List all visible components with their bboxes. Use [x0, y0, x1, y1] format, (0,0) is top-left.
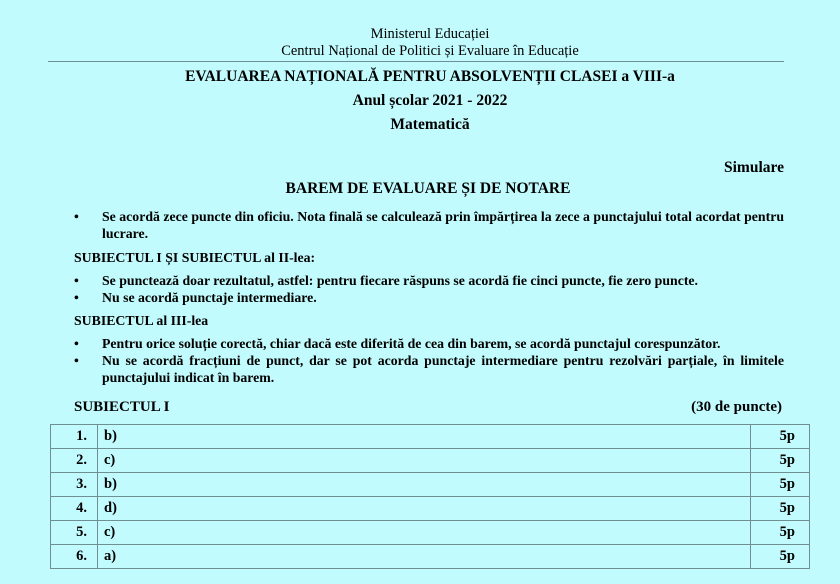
- table-row: [51, 425, 810, 449]
- item-number: 6.: [51, 545, 98, 569]
- list-item: [74, 272, 784, 289]
- bullet-icon: •: [74, 209, 79, 224]
- item-answer: c): [98, 449, 751, 473]
- bullet-icon: •: [74, 353, 79, 368]
- item-answer: b): [98, 473, 751, 497]
- section-3-label: SUBIECTUL al III-lea: [74, 313, 209, 328]
- general-rules-list: [74, 208, 784, 242]
- answers-table: [50, 424, 810, 569]
- rule-text: Se acordă zece puncte din oficiu. Nota finală se calculează prin împărțirea la zece a punctajului total acordat pentru lucrare.: [102, 209, 784, 241]
- table-row: [51, 545, 810, 569]
- subject-1-points: (30 de puncte): [691, 399, 782, 415]
- simulation-label: Simulare: [724, 159, 784, 176]
- section-1-2-rules: [74, 272, 784, 306]
- section-1-2-label: SUBIECTUL I ȘI SUBIECTUL al II-lea:: [74, 250, 316, 265]
- rule-text: Nu se acordă punctaje intermediare.: [102, 290, 317, 305]
- rule-text: Nu se acordă fracțiuni de punct, dar se pot acorda punctaje intermediare pentru rezolvări parțiale, în limitele punctajului indicat în barem.: [102, 353, 784, 385]
- list-item: [74, 289, 784, 306]
- header-divider: [48, 61, 784, 62]
- item-number: 3.: [51, 473, 98, 497]
- list-item: [74, 352, 784, 386]
- item-answer: a): [98, 545, 751, 569]
- section-3-rules: [74, 335, 784, 386]
- rule-text: Se punctează doar rezultatul, astfel: pentru fiecare răspuns se acordă fie cinci puncte, fie zero puncte.: [102, 273, 698, 288]
- ministry-name: Ministerul Educației: [370, 26, 490, 42]
- item-answer: c): [98, 521, 751, 545]
- item-number: 5.: [51, 521, 98, 545]
- item-points: 5p: [751, 521, 810, 545]
- item-number: 2.: [51, 449, 98, 473]
- list-item: [74, 208, 784, 242]
- bullet-icon: •: [74, 336, 79, 351]
- school-year: Anul școlar 2021 - 2022: [352, 92, 508, 109]
- bullet-icon: •: [74, 273, 79, 288]
- item-answer: b): [98, 425, 751, 449]
- item-number: 1.: [51, 425, 98, 449]
- bullet-icon: •: [74, 290, 79, 305]
- table-row: [51, 449, 810, 473]
- center-name: Centrul Național de Politici și Evaluare în Educație: [281, 43, 579, 59]
- table-row: [51, 521, 810, 545]
- item-points: 5p: [751, 545, 810, 569]
- item-points: 5p: [751, 473, 810, 497]
- rule-text: Pentru orice soluție corectă, chiar dacă este diferită de cea din barem, se acordă punctajul corespunzător.: [102, 336, 721, 351]
- subject-1-label: SUBIECTUL I: [74, 399, 170, 415]
- barem-title: BAREM DE EVALUARE ȘI DE NOTARE: [285, 180, 571, 197]
- item-points: 5p: [751, 449, 810, 473]
- list-item: [74, 335, 784, 352]
- item-answer: d): [98, 497, 751, 521]
- item-points: 5p: [751, 425, 810, 449]
- table-row: [51, 497, 810, 521]
- table-row: [51, 473, 810, 497]
- item-number: 4.: [51, 497, 98, 521]
- item-points: 5p: [751, 497, 810, 521]
- subject-title: Matematică: [390, 116, 470, 133]
- exam-title: EVALUAREA NAȚIONALĂ PENTRU ABSOLVENȚII CLASEI a VIII-a: [185, 68, 675, 85]
